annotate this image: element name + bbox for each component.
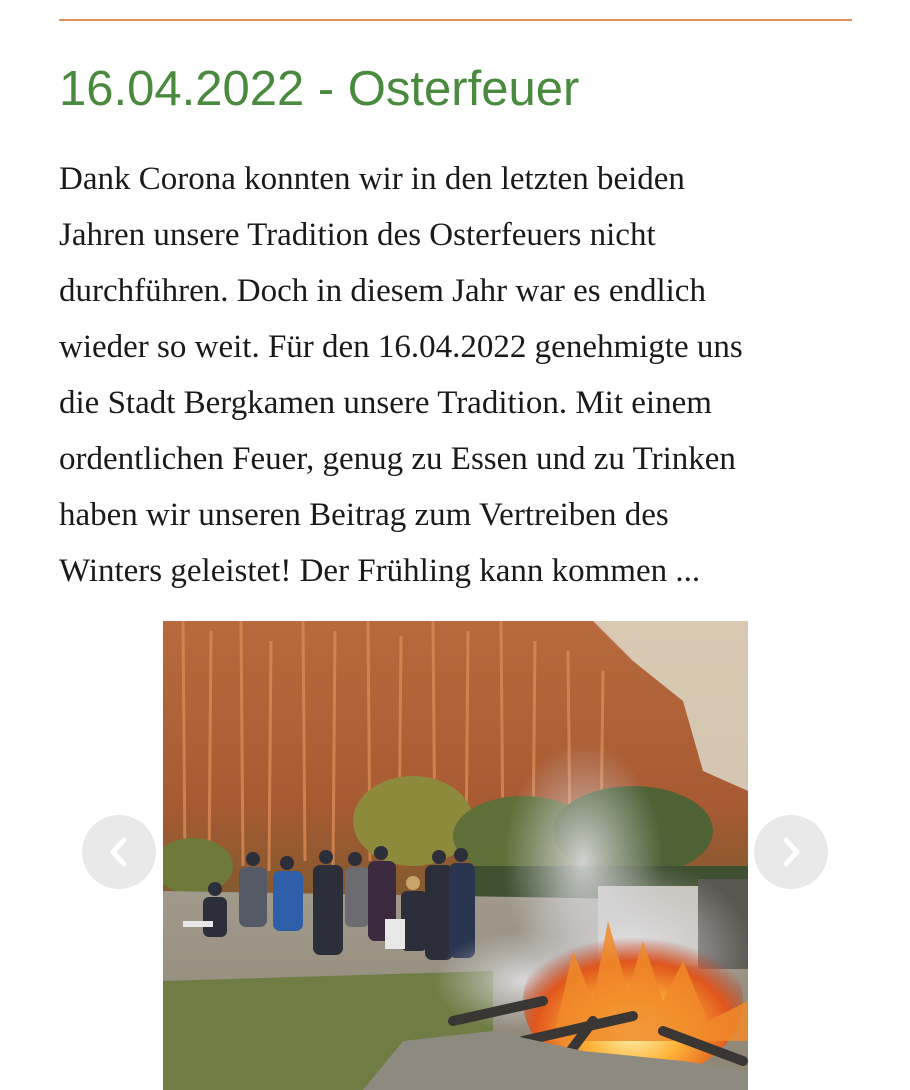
post-title: 16.04.2022 - Osterfeuer xyxy=(59,62,580,116)
gallery-next-button[interactable] xyxy=(754,815,828,889)
chevron-left-icon xyxy=(105,836,133,868)
post-body-line: durchführen. Doch in diesem Jahr war es endlich xyxy=(59,273,706,309)
post-body-line: die Stadt Bergkamen unsere Tradition. Mit einem xyxy=(59,385,712,421)
post-body xyxy=(59,151,859,599)
post-body-line: Winters geleistet! Der Frühling kann kommen ... xyxy=(59,553,701,589)
gallery-prev-button[interactable] xyxy=(82,815,156,889)
post-body-line: Dank Corona konnten wir in den letzten beiden xyxy=(59,161,685,197)
easter-fire-photo xyxy=(163,621,748,1090)
chevron-right-icon xyxy=(777,836,805,868)
post-body-line: ordentlichen Feuer, genug zu Essen und zu Trinken xyxy=(59,441,736,477)
post-body-line: wieder so weit. Für den 16.04.2022 genehmigte uns xyxy=(59,329,743,365)
post-body-line: Jahren unsere Tradition des Osterfeuers nicht xyxy=(59,217,656,253)
section-divider xyxy=(59,19,852,21)
post-body-line: haben wir unseren Beitrag zum Vertreiben des xyxy=(59,497,669,533)
gallery-image[interactable] xyxy=(163,621,748,1090)
